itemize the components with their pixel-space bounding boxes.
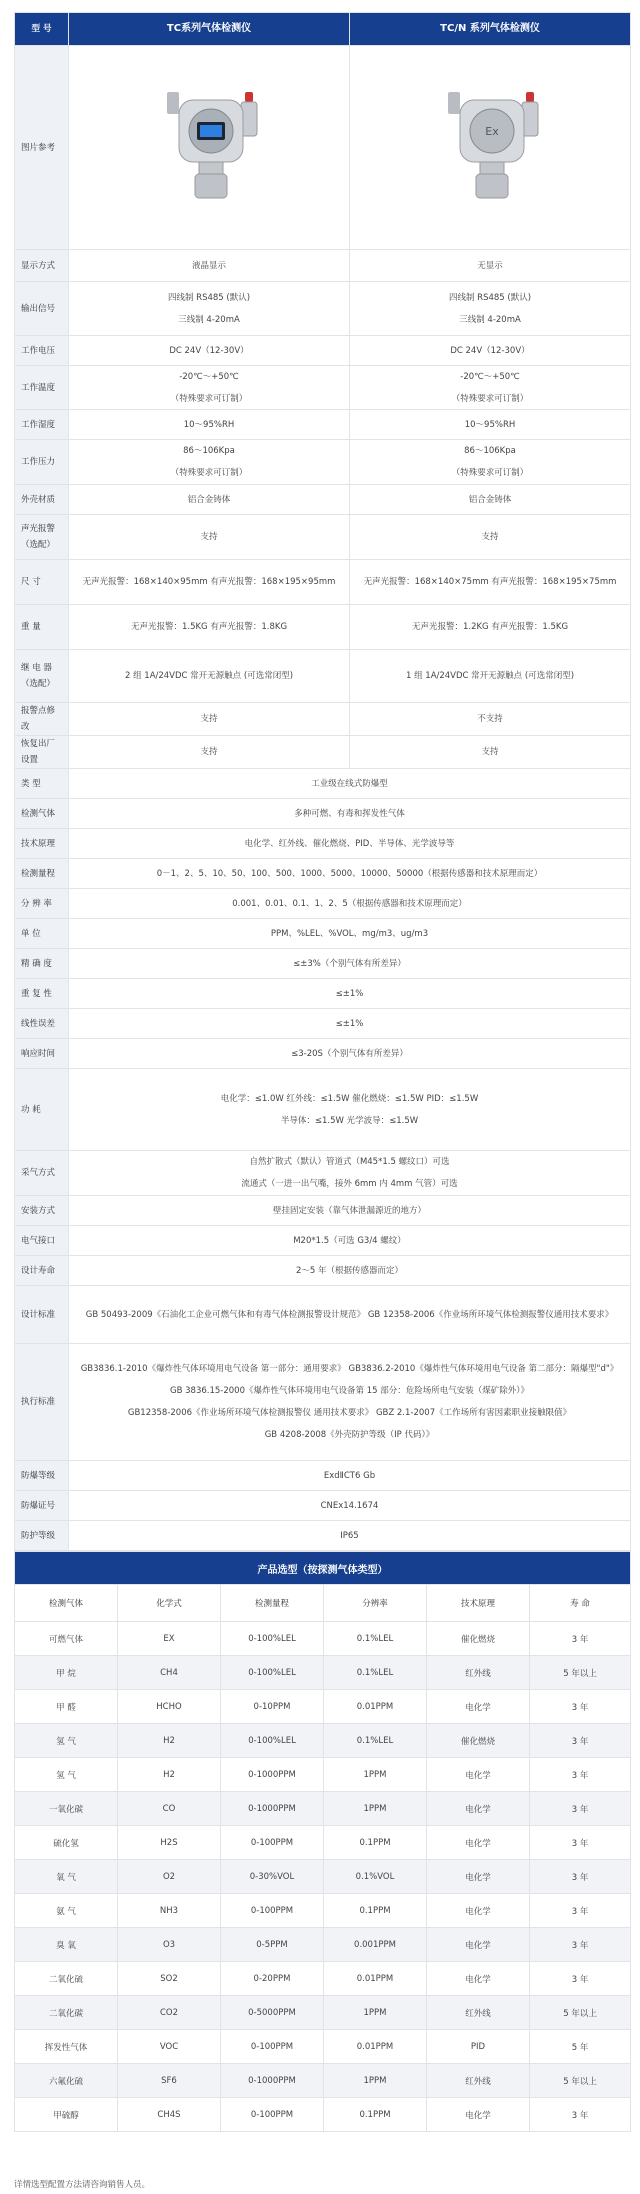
spec-label: 防爆证号 xyxy=(15,1491,69,1521)
spec-value xyxy=(69,1196,631,1226)
spec-value xyxy=(69,859,631,889)
spec-value-b xyxy=(350,366,631,410)
product-cell: 0.1%VOL xyxy=(324,1860,427,1894)
product-cell: 0.01PPM xyxy=(324,1690,427,1724)
spec-line: ≤3-20S（个别气体有所差异） xyxy=(291,1048,408,1059)
spec-label: 检测气体 xyxy=(15,799,69,829)
spec-row xyxy=(15,889,631,919)
spec-value xyxy=(69,1461,631,1491)
model-label: 型 号 xyxy=(15,13,69,46)
spec-row xyxy=(15,1039,631,1069)
spec-label: 防护等级 xyxy=(15,1521,69,1551)
spec-line: 2 组 1A/24VDC 常开无源触点 (可选常闭型) xyxy=(124,671,294,681)
spec-row xyxy=(15,979,631,1009)
product-cell: VOC xyxy=(118,2030,221,2064)
product-cell: 5 年以上 xyxy=(530,1656,631,1690)
spec-line: 0.001、0.01、0.1、1、2、5（根据传感器和技术原理而定） xyxy=(232,898,467,909)
spec-line: 0－1、2、5、10、50、100、500、1000、5000、10000、50000（根据传感器和技术原理而定） xyxy=(156,868,543,879)
product-cell: 0-5000PPM xyxy=(221,1996,324,2030)
spec-line: ≤±1% xyxy=(335,988,364,999)
spec-label: 电气接口 xyxy=(15,1226,69,1256)
spec-value xyxy=(69,799,631,829)
product-column-header: 分辨率 xyxy=(324,1585,427,1622)
product-cell: 一氧化碳 xyxy=(15,1792,118,1826)
product-cell: CH4 xyxy=(118,1656,221,1690)
spec-row xyxy=(15,1196,631,1226)
product-cell: 0-100PPM xyxy=(221,2030,324,2064)
spec-value xyxy=(69,889,631,919)
spec-line: 自然扩散式（默认）管道式（M45*1.5 螺纹口）可选 xyxy=(249,1157,450,1167)
product-cell: 0.1%LEL xyxy=(324,1724,427,1758)
spec-label: 功 耗 xyxy=(15,1069,69,1151)
spec-table xyxy=(14,12,631,1551)
product-cell: 0.1%LEL xyxy=(324,1656,427,1690)
product-row xyxy=(15,1622,631,1656)
spec-value-a xyxy=(69,736,350,769)
spec-line: -20℃～+50℃ xyxy=(460,371,520,382)
spec-value-a xyxy=(69,336,350,366)
spec-value xyxy=(69,919,631,949)
spec-label: 工作电压 xyxy=(15,336,69,366)
product-cell: 3 年 xyxy=(530,1758,631,1792)
spec-line: IP65 xyxy=(340,1530,359,1541)
spec-row xyxy=(15,949,631,979)
product-cell: 电化学 xyxy=(427,1690,530,1724)
spec-value xyxy=(69,769,631,799)
product-column-header: 检测气体 xyxy=(15,1585,118,1622)
spec-row xyxy=(15,560,631,605)
spec-line: 四线制 RS485 (默认) xyxy=(167,292,251,303)
spec-line: 支持 xyxy=(481,532,499,542)
spec-row xyxy=(15,650,631,703)
product-row xyxy=(15,2098,631,2132)
product-column-header: 化学式 xyxy=(118,1585,221,1622)
product-cell: 3 年 xyxy=(530,2098,631,2132)
product-row xyxy=(15,1656,631,1690)
spec-value xyxy=(69,979,631,1009)
product-cell: 0-10PPM xyxy=(221,1690,324,1724)
product-cell: 0.01PPM xyxy=(324,2030,427,2064)
product-cell: 电化学 xyxy=(427,1758,530,1792)
product-cell: 电化学 xyxy=(427,1962,530,1996)
product-cell: 0-100PPM xyxy=(221,1894,324,1928)
spec-value-b xyxy=(350,515,631,560)
product-title: 产品选型（按探测气体类型） xyxy=(15,1552,631,1585)
spec-row xyxy=(15,1286,631,1344)
spec-label: 技术原理 xyxy=(15,829,69,859)
product-cell: 电化学 xyxy=(427,1860,530,1894)
spec-row xyxy=(15,1151,631,1196)
spec-value-a xyxy=(69,485,350,515)
spec-line: CNEx14.1674 xyxy=(320,1500,379,1511)
spec-label: 外壳材质 xyxy=(15,485,69,515)
product-header-row xyxy=(15,1585,631,1622)
spec-line: （特殊要求可订制） xyxy=(170,468,248,478)
spec-value-a xyxy=(69,515,350,560)
product-cell: 5 年以上 xyxy=(530,2064,631,2098)
product-cell: 0-1000PPM xyxy=(221,1758,324,1792)
spec-label: 防爆等级 xyxy=(15,1461,69,1491)
spec-line: 铝合金铸体 xyxy=(468,494,512,505)
product-cell: 甲 醛 xyxy=(15,1690,118,1724)
spec-line: 无声光报警：168×140×95mm 有声光报警：168×195×95mm xyxy=(82,577,336,587)
spec-value-b xyxy=(350,736,631,769)
spec-line: 支持 xyxy=(200,532,218,542)
spec-line: 无显示 xyxy=(477,260,503,271)
spec-label: 精 确 度 xyxy=(15,949,69,979)
product-row xyxy=(15,1690,631,1724)
spec-row xyxy=(15,799,631,829)
spec-line: GB 50493-2009《石油化工企业可燃气体和有毒气体检测报警设计规范》 GB 12358-2006《作业场所环境气体检测报警仪通用技术要求》 xyxy=(85,1309,614,1320)
spec-line: 铝合金铸体 xyxy=(187,494,231,505)
product-column-header: 技术原理 xyxy=(427,1585,530,1622)
spec-label: 响应时间 xyxy=(15,1039,69,1069)
spec-value-b xyxy=(350,650,631,703)
header-row xyxy=(15,13,631,46)
spec-label: 工作压力 xyxy=(15,440,69,485)
product-column-header: 寿 命 xyxy=(530,1585,631,1622)
spec-line: PPM、%LEL、%VOL、mg/m3、ug/m3 xyxy=(270,928,429,939)
spec-row xyxy=(15,736,631,769)
spec-row xyxy=(15,366,631,410)
col-a-title: TC系列气体检测仪 xyxy=(69,13,350,46)
product-cell: SO2 xyxy=(118,1962,221,1996)
spec-line: 电化学、红外线、催化燃烧、PID、半导体、光学波导等 xyxy=(244,838,455,849)
spec-row xyxy=(15,1344,631,1461)
product-cell: 电化学 xyxy=(427,1792,530,1826)
product-cell: HCHO xyxy=(118,1690,221,1724)
spec-sheet xyxy=(14,12,630,2132)
product-cell: 硫化氢 xyxy=(15,1826,118,1860)
spec-label: 线性误差 xyxy=(15,1009,69,1039)
product-cell: O2 xyxy=(118,1860,221,1894)
spec-line: 工业级在线式防爆型 xyxy=(311,778,388,789)
product-cell: 1PPM xyxy=(324,2064,427,2098)
gas-detector-ex-no-display-icon xyxy=(430,86,550,204)
spec-label: 分 辨 率 xyxy=(15,889,69,919)
spec-row xyxy=(15,919,631,949)
spec-value xyxy=(69,1256,631,1286)
product-cell: 3 年 xyxy=(530,1860,631,1894)
product-title-row xyxy=(15,1552,631,1585)
spec-line: GB 3836.15-2000《爆炸性气体环境用电气设备第 15 部分：危险场所电气安装（煤矿除外）》 xyxy=(170,1386,529,1396)
product-cell: 0.001PPM xyxy=(324,1928,427,1962)
spec-value-a xyxy=(69,282,350,336)
spec-value-b xyxy=(350,336,631,366)
spec-line: 支持 xyxy=(200,714,218,724)
spec-label: 重 复 性 xyxy=(15,979,69,1009)
product-cell: 可燃气体 xyxy=(15,1622,118,1656)
spec-line: 10～95%RH xyxy=(183,419,235,430)
product-cell: 0.1PPM xyxy=(324,1826,427,1860)
product-cell: 3 年 xyxy=(530,1792,631,1826)
spec-value xyxy=(69,1151,631,1196)
product-cell: O3 xyxy=(118,1928,221,1962)
spec-label: 安装方式 xyxy=(15,1196,69,1226)
spec-value xyxy=(69,1069,631,1151)
spec-value-a xyxy=(69,650,350,703)
spec-row xyxy=(15,1461,631,1491)
product-cell: 0-30%VOL xyxy=(221,1860,324,1894)
spec-value-b xyxy=(350,605,631,650)
product-cell: 5 年 xyxy=(530,2030,631,2064)
spec-line: ExdⅡCT6 Gb xyxy=(323,1470,376,1481)
spec-label: 显示方式 xyxy=(15,250,69,282)
product-cell: 0-5PPM xyxy=(221,1928,324,1962)
spec-value xyxy=(69,1521,631,1551)
spec-line: -20℃～+50℃ xyxy=(179,371,239,382)
spec-row xyxy=(15,410,631,440)
spec-value xyxy=(69,1286,631,1344)
spec-line: 三线制 4-20mA xyxy=(459,314,521,325)
spec-value xyxy=(69,829,631,859)
product-row xyxy=(15,1996,631,2030)
spec-row xyxy=(15,1226,631,1256)
spec-row xyxy=(15,605,631,650)
product-row xyxy=(15,2030,631,2064)
spec-line: 半导体：≤1.5W 光学波导：≤1.5W xyxy=(280,1115,419,1126)
spec-line: 多种可燃、有毒和挥发性气体 xyxy=(294,808,405,819)
spec-line: GB 4208-2008《外壳防护等级（IP 代码）》 xyxy=(264,1430,435,1440)
spec-value-a xyxy=(69,560,350,605)
product-cell: 0-100%LEL xyxy=(221,1724,324,1758)
spec-line: 不支持 xyxy=(477,714,503,724)
spec-line: （特殊要求可订制） xyxy=(451,468,529,478)
product-cell: 挥发性气体 xyxy=(15,2030,118,2064)
spec-value xyxy=(69,949,631,979)
spec-label: 执行标准 xyxy=(15,1344,69,1461)
product-cell: 0-20PPM xyxy=(221,1962,324,1996)
product-cell: 0.1%LEL xyxy=(324,1622,427,1656)
spec-value-a xyxy=(69,703,350,736)
spec-line: GB12358-2006《作业场所环境气体检测报警仪 通用技术要求》 GBZ 2.1-2007《工作场所有害因素职业接触限值》 xyxy=(127,1408,572,1418)
image-row xyxy=(15,46,631,250)
product-cell: 0-1000PPM xyxy=(221,2064,324,2098)
spec-value-a xyxy=(69,440,350,485)
spec-row xyxy=(15,829,631,859)
spec-line: 86～106Kpa xyxy=(183,446,235,456)
product-cell: 氢 气 xyxy=(15,1724,118,1758)
spec-value-b xyxy=(350,410,631,440)
product-cell: 1PPM xyxy=(324,1996,427,2030)
spec-label: 设计寿命 xyxy=(15,1256,69,1286)
product-row xyxy=(15,1758,631,1792)
product-cell: 3 年 xyxy=(530,1622,631,1656)
spec-line: 电化学：≤1.0W 红外线：≤1.5W 催化燃烧：≤1.5W PID：≤1.5W xyxy=(220,1093,479,1104)
product-cell: 氨 气 xyxy=(15,1894,118,1928)
product-cell: 0.1PPM xyxy=(324,1894,427,1928)
spec-value-a xyxy=(69,410,350,440)
spec-value-b xyxy=(350,560,631,605)
spec-row xyxy=(15,1256,631,1286)
product-cell: 5 年以上 xyxy=(530,1996,631,2030)
spec-row xyxy=(15,703,631,736)
product-cell: PID xyxy=(427,2030,530,2064)
spec-line: DC 24V（12-30V） xyxy=(169,345,249,356)
spec-label: 报警点修改 xyxy=(15,703,69,736)
product-cell: 电化学 xyxy=(427,1928,530,1962)
spec-line: ≤±1% xyxy=(335,1018,364,1029)
spec-line: GB3836.1-2010《爆炸性气体环境用电气设备 第一部分：通用要求》 GB3836.2-2010《爆炸性气体环境用电气设备 第二部分：隔爆型"d"》 xyxy=(80,1364,619,1374)
product-row xyxy=(15,2064,631,2098)
product-cell: CO2 xyxy=(118,1996,221,2030)
spec-row xyxy=(15,282,631,336)
image-row-label: 图片参考 xyxy=(15,46,69,250)
product-cell: 0.01PPM xyxy=(324,1962,427,1996)
product-cell: NH3 xyxy=(118,1894,221,1928)
spec-value xyxy=(69,1039,631,1069)
spec-label: 恢复出厂设置 xyxy=(15,736,69,769)
spec-line: 支持 xyxy=(200,747,218,757)
spec-row xyxy=(15,485,631,515)
spec-row xyxy=(15,1491,631,1521)
device-b-cell xyxy=(350,46,631,250)
product-cell: 六氟化硫 xyxy=(15,2064,118,2098)
spec-row xyxy=(15,1009,631,1039)
spec-label: 工作湿度 xyxy=(15,410,69,440)
product-row xyxy=(15,1928,631,1962)
spec-row xyxy=(15,336,631,366)
product-cell: 3 年 xyxy=(530,1724,631,1758)
spec-line: 壁挂固定安装（靠气体泄漏源近的地方） xyxy=(272,1205,426,1216)
product-cell: 电化学 xyxy=(427,1826,530,1860)
product-row xyxy=(15,1860,631,1894)
product-row xyxy=(15,1724,631,1758)
product-cell: 臭 氧 xyxy=(15,1928,118,1962)
product-cell: 0-100PPM xyxy=(221,2098,324,2132)
spec-line: 86～106Kpa xyxy=(464,446,516,456)
gas-detector-with-display-icon xyxy=(149,86,269,204)
spec-line: 10～95%RH xyxy=(464,419,516,430)
spec-value-b xyxy=(350,282,631,336)
col-b-title: TC/N 系列气体检测仪 xyxy=(350,13,631,46)
spec-row xyxy=(15,515,631,560)
product-row xyxy=(15,1962,631,1996)
spec-label: 尺 寸 xyxy=(15,560,69,605)
product-cell: 催化燃烧 xyxy=(427,1724,530,1758)
spec-row xyxy=(15,859,631,889)
product-cell: 电化学 xyxy=(427,2098,530,2132)
footer-note: 详情选型配置方法请咨询销售人员。 xyxy=(14,2180,151,2190)
spec-row xyxy=(15,440,631,485)
product-cell: 0.1PPM xyxy=(324,2098,427,2132)
spec-value-b xyxy=(350,440,631,485)
spec-value xyxy=(69,1009,631,1039)
spec-label: 类 型 xyxy=(15,769,69,799)
spec-label: 声光报警（选配） xyxy=(15,515,69,560)
spec-line: M20*1.5（可选 G3/4 螺纹） xyxy=(293,1235,406,1246)
product-cell: 红外线 xyxy=(427,2064,530,2098)
spec-line: 无声光报警：168×140×75mm 有声光报警：168×195×75mm xyxy=(363,577,617,587)
product-cell: 0-1000PPM xyxy=(221,1792,324,1826)
spec-line: 液晶显示 xyxy=(191,260,226,271)
product-cell: H2 xyxy=(118,1724,221,1758)
product-cell: H2S xyxy=(118,1826,221,1860)
product-cell: 0-100PPM xyxy=(221,1826,324,1860)
product-cell: 红外线 xyxy=(427,1656,530,1690)
product-cell: 3 年 xyxy=(530,1894,631,1928)
spec-line: 四线制 RS485 (默认) xyxy=(448,292,532,303)
spec-label: 采气方式 xyxy=(15,1151,69,1196)
spec-line: 无声光报警：1.5KG 有声光报警：1.8KG xyxy=(130,622,288,632)
spec-value-a xyxy=(69,605,350,650)
spec-label: 输出信号 xyxy=(15,282,69,336)
spec-line: （特殊要求可订制） xyxy=(170,393,248,404)
spec-line: 支持 xyxy=(481,747,499,757)
product-cell: 甲 烷 xyxy=(15,1656,118,1690)
product-cell: CH4S xyxy=(118,2098,221,2132)
spec-line: 2～5 年（根据传感器而定） xyxy=(295,1265,404,1276)
product-column-header: 检测量程 xyxy=(221,1585,324,1622)
spec-row xyxy=(15,1521,631,1551)
spec-line: 流通式（一进一出气嘴，接外 6mm 内 4mm 气管）可选 xyxy=(241,1179,458,1189)
product-row xyxy=(15,1894,631,1928)
product-cell: 0-100%LEL xyxy=(221,1622,324,1656)
product-cell: 电化学 xyxy=(427,1894,530,1928)
product-row xyxy=(15,1792,631,1826)
spec-line: DC 24V（12-30V） xyxy=(450,345,530,356)
product-cell: EX xyxy=(118,1622,221,1656)
product-cell: 3 年 xyxy=(530,1928,631,1962)
product-cell: 红外线 xyxy=(427,1996,530,2030)
product-cell: 3 年 xyxy=(530,1962,631,1996)
spec-value-a xyxy=(69,366,350,410)
product-cell: 甲硫醇 xyxy=(15,2098,118,2132)
spec-value-b xyxy=(350,703,631,736)
product-cell: 氢 气 xyxy=(15,1758,118,1792)
product-cell: 二氧化硫 xyxy=(15,1962,118,1996)
product-selection-table xyxy=(14,1551,631,2132)
spec-row xyxy=(15,769,631,799)
spec-label: 设计标准 xyxy=(15,1286,69,1344)
spec-line: 三线制 4-20mA xyxy=(178,314,240,325)
product-cell: H2 xyxy=(118,1758,221,1792)
spec-value xyxy=(69,1491,631,1521)
product-cell: 0-100%LEL xyxy=(221,1656,324,1690)
spec-value-b xyxy=(350,250,631,282)
spec-row xyxy=(15,1069,631,1151)
spec-label: 工作温度 xyxy=(15,366,69,410)
product-cell: CO xyxy=(118,1792,221,1826)
product-row xyxy=(15,1826,631,1860)
spec-label: 继 电 器（选配） xyxy=(15,650,69,703)
spec-row xyxy=(15,250,631,282)
spec-value-b xyxy=(350,485,631,515)
spec-label: 检测量程 xyxy=(15,859,69,889)
spec-value xyxy=(69,1226,631,1256)
spec-line: 无声光报警：1.2KG 有声光报警：1.5KG xyxy=(411,622,569,632)
spec-label: 单 位 xyxy=(15,919,69,949)
device-a-cell xyxy=(69,46,350,250)
spec-value-a xyxy=(69,250,350,282)
spec-line: 1 组 1A/24VDC 常开无源触点 (可选常闭型) xyxy=(405,671,575,681)
spec-value xyxy=(69,1344,631,1461)
product-cell: 1PPM xyxy=(324,1758,427,1792)
device-b-plate: Ex xyxy=(485,124,499,138)
spec-label: 重 量 xyxy=(15,605,69,650)
spec-line: （特殊要求可订制） xyxy=(451,393,529,404)
product-cell: 3 年 xyxy=(530,1690,631,1724)
product-cell: 催化燃烧 xyxy=(427,1622,530,1656)
product-cell: 氧 气 xyxy=(15,1860,118,1894)
product-cell: SF6 xyxy=(118,2064,221,2098)
spec-line: ≤±3%（个别气体有所差异） xyxy=(293,958,406,969)
product-cell: 1PPM xyxy=(324,1792,427,1826)
product-cell: 二氧化碳 xyxy=(15,1996,118,2030)
product-cell: 3 年 xyxy=(530,1826,631,1860)
